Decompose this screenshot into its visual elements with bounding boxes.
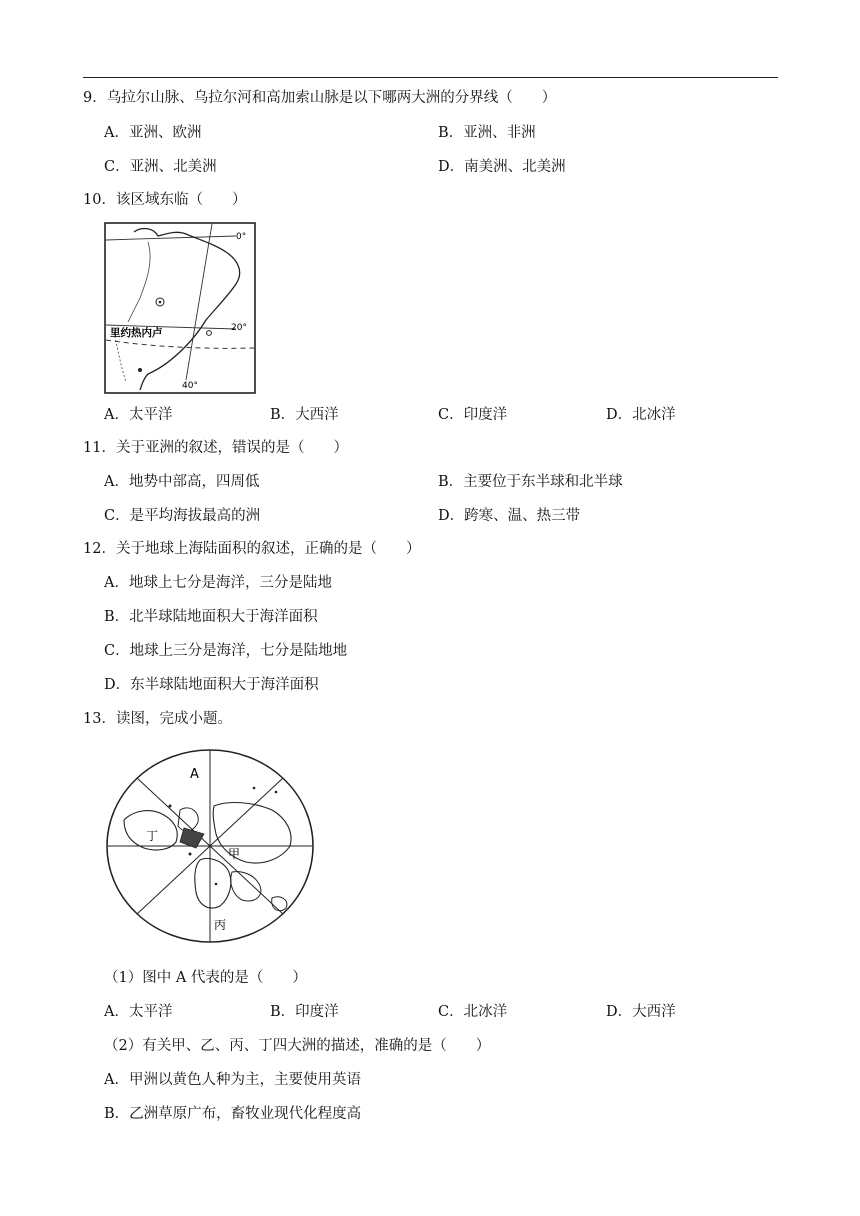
q13-sub2-stem: （2）有关甲、乙、丙、丁四大洲的描述，准确的是（ ） xyxy=(104,1038,491,1054)
q9-stem: 9．乌拉尔山脉、乌拉尔河和高加索山脉是以下哪两大洲的分界线（ ） xyxy=(83,90,557,106)
q11-option-c[interactable]: C．是平均海拔最高的洲 xyxy=(104,508,261,524)
header-rule xyxy=(83,77,778,78)
q11-option-a[interactable]: A．地势中部高，四周低 xyxy=(104,474,260,490)
q12-stem: 12．关于地球上海陆面积的叙述，正确的是（ ） xyxy=(83,541,421,557)
q13-sub1-option-d[interactable]: D．大西洋 xyxy=(606,1004,676,1020)
map-label-lat0: 0° xyxy=(236,232,247,242)
q11-stem: 11．关于亚洲的叙述，错误的是（ ） xyxy=(83,440,348,456)
map-label-ding: 丁 xyxy=(146,829,159,843)
q13-sub2-option-a[interactable]: A．甲洲以黄色人种为主，主要使用英语 xyxy=(104,1072,361,1088)
map-label-bing: 丙 xyxy=(214,918,227,932)
q11-option-b[interactable]: B．主要位于东半球和北半球 xyxy=(438,474,623,490)
q12-option-c[interactable]: C．地球上三分是海洋，七分是陆地地 xyxy=(104,643,348,659)
q13-stem: 13．读图，完成小题。 xyxy=(83,711,232,727)
q9-option-d[interactable]: D．南美洲、北美洲 xyxy=(438,159,566,175)
q11-option-d[interactable]: D．跨寒、温、热三带 xyxy=(438,508,581,524)
q10-option-a[interactable]: A．太平洋 xyxy=(104,407,173,423)
q12-option-a[interactable]: A．地球上七分是海洋，三分是陆地 xyxy=(104,575,332,591)
map-label-lat20: 20° xyxy=(231,323,247,333)
map-label-a: A xyxy=(190,767,199,782)
q9-option-a[interactable]: A．亚洲、欧洲 xyxy=(104,125,202,141)
q10-option-d[interactable]: D．北冰洋 xyxy=(606,407,676,423)
q13-sub2-option-b[interactable]: B．乙洲草原广布，畜牧业现代化程度高 xyxy=(104,1106,362,1122)
q13-sub1-stem: （1）图中 A 代表的是（ ） xyxy=(104,970,307,986)
q13-sub1-option-b[interactable]: B．印度洋 xyxy=(270,1004,339,1020)
q13-sub1-option-a[interactable]: A．太平洋 xyxy=(104,1004,173,1020)
polar-continents-map xyxy=(104,748,316,948)
q12-option-d[interactable]: D．东半球陆地面积大于海洋面积 xyxy=(104,677,319,693)
q9-option-b[interactable]: B．亚洲、非洲 xyxy=(438,125,536,141)
map-label-city: 里约热内卢 xyxy=(110,327,163,339)
map-label-jia: 甲 xyxy=(228,847,241,861)
q12-option-b[interactable]: B．北半球陆地面积大于海洋面积 xyxy=(104,609,318,625)
q10-option-c[interactable]: C．印度洋 xyxy=(438,407,508,423)
q9-option-c[interactable]: C．亚洲、北美洲 xyxy=(104,159,217,175)
q10-option-b[interactable]: B．大西洋 xyxy=(270,407,339,423)
q10-stem: 10．该区域东临（ ） xyxy=(83,192,247,208)
map-label-lon40: 40° xyxy=(182,381,198,391)
south-america-map xyxy=(104,222,256,394)
q13-sub1-option-c[interactable]: C．北冰洋 xyxy=(438,1004,508,1020)
